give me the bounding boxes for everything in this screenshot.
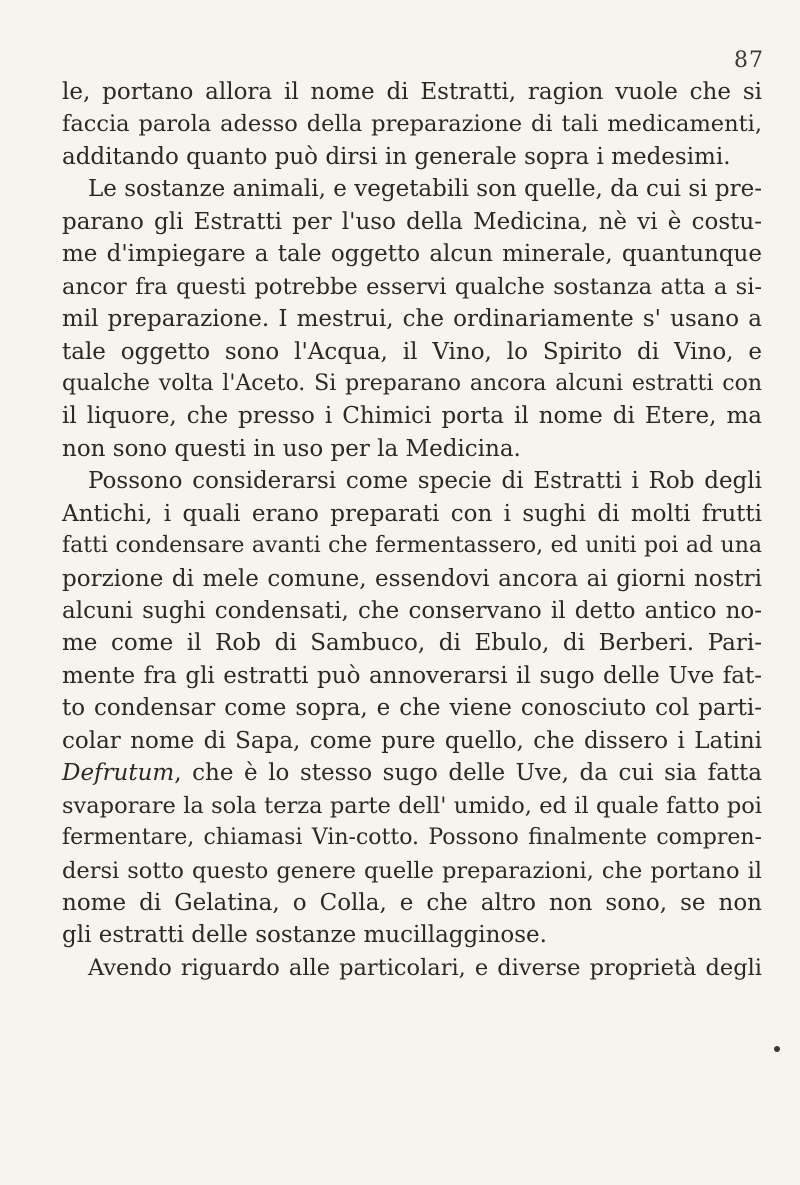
text-line: le, portano allora il nome di Estratti, ragion vuole che si xyxy=(62,79,762,105)
text-line: il liquore, che presso i Chimici porta il nome di Etere, ma xyxy=(62,403,762,430)
text-line: me come il Rob di Sambuco, di Ebulo, di Berberi. Pari- xyxy=(62,630,762,657)
text-line: colar nome di Sapa, come pure quello, che dissero i Latini xyxy=(62,727,762,754)
text-line: me d'impiegare a tale oggetto alcun minerale, quantunque xyxy=(62,241,762,268)
ink-spot xyxy=(774,1046,780,1052)
text-line: porzione di mele comune, essendovi ancora ai giorni nostri xyxy=(62,565,762,592)
line-rest: , che è lo stesso sugo delle Uve, da cui sia fatta xyxy=(174,760,762,787)
body-text xyxy=(62,76,762,984)
text-line: Antichi, i quali erano preparati con i sughi di molti frutti xyxy=(62,500,762,527)
text-line: svaporare la sola terza parte dell' umido, ed il quale fatto poi xyxy=(62,792,762,819)
text-line: fatti condensare avanti che fermentassero, ed uniti poi ad una xyxy=(62,533,762,559)
text-line: dersi sotto questo genere quelle preparazioni, che portano il xyxy=(62,857,762,884)
text-line: fermentare, chiamasi Vin-cotto. Possono finalmente compren- xyxy=(62,825,762,851)
text-line: Avendo riguardo alle particolari, e diverse proprietà degli xyxy=(88,954,762,981)
text-line: qualche volta l'Aceto. Si preparano ancora alcuni estratti con xyxy=(62,370,762,396)
text-line: to condensar come sopra, e che viene conosciuto col parti- xyxy=(62,695,762,722)
italic-word: Defrutum xyxy=(62,760,175,787)
text-line: faccia parola adesso della preparazione di tali medicamenti, xyxy=(62,111,762,138)
page-number: 87 xyxy=(734,48,764,73)
text-line: nome di Gelatina, o Colla, e che altro non sono, se non xyxy=(62,889,762,916)
text-line: mil preparazione. I mestrui, che ordinariamente s' usano a xyxy=(62,306,762,333)
text-line: non sono questi in uso per la Medicina. xyxy=(62,435,521,462)
text-line: tale oggetto sono l'Acqua, il Vino, lo Spirito di Vino, e xyxy=(62,338,762,365)
text-line xyxy=(62,757,762,789)
text-line: mente fra gli estratti può annoverarsi il sugo delle Uve fat- xyxy=(62,662,762,689)
text-line: Possono considerarsi come specie di Estratti i Rob degli xyxy=(88,468,762,495)
text-line: parano gli Estratti per l'uso della Medicina, nè vi è costu- xyxy=(62,208,762,235)
text-line: ancor fra questi potrebbe esservi qualche sostanza atta a si- xyxy=(62,273,762,300)
text-line: gli estratti delle sostanze mucillagginose. xyxy=(62,922,547,949)
text-line: Le sostanze animali, e vegetabili son quelle, da cui si pre- xyxy=(88,176,762,203)
text-line: additando quanto può dirsi in generale sopra i medesimi. xyxy=(62,143,731,170)
text-line: alcuni sughi condensati, che conservano il detto antico no- xyxy=(62,598,762,624)
